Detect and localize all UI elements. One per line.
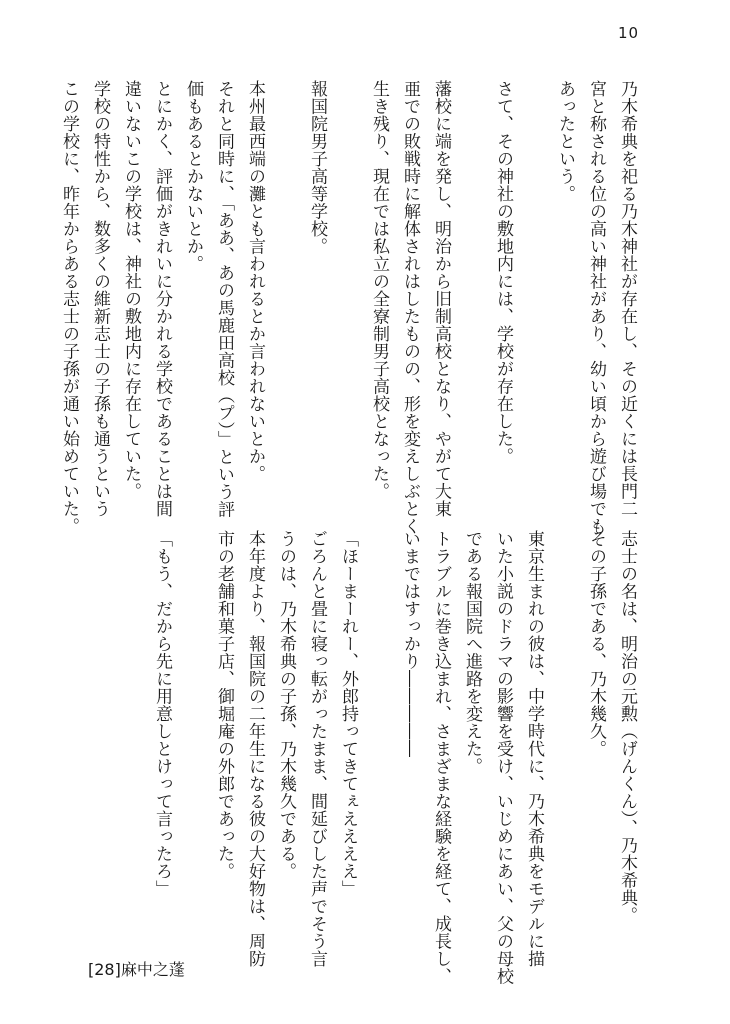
- bottom-text-block: [146, 530, 642, 985]
- text-line: 違いないこの学校は、神社の敷地内に存在していた。: [121, 80, 141, 500]
- footer-title: [28]麻中之蓬: [88, 960, 185, 979]
- paragraph-gap: [456, 80, 487, 480]
- text-line: とにかく、評価がきれいに分かれる学校であることは間: [152, 80, 172, 518]
- paragraph-gap: [363, 530, 394, 910]
- paragraph-gap: [270, 80, 301, 480]
- text-line: 東京生まれの彼は、中学時代に、乃木希典をモデルに描: [524, 530, 544, 968]
- top-text-block: [53, 80, 642, 535]
- paragraph-gap: [332, 80, 363, 480]
- text-line: あったという。: [555, 80, 575, 203]
- text-line: 乃木希典を祀る乃木神社が存在し、その近くには長門二: [617, 80, 637, 518]
- text-line: 亜での敗戦時に解体されはしたものの、形を変えしぶとく: [400, 80, 420, 535]
- page-number: 10: [618, 24, 640, 42]
- text-line: 本年度より、報国院の二年生になる彼の大好物は、周防: [245, 530, 265, 968]
- text-line: 価もあるとかないとか。: [183, 80, 203, 273]
- text-line: その子孫である、乃木幾久。: [586, 530, 606, 758]
- text-line: ごろんと畳に寝っ転がったまま、間延びした声でそう言: [307, 530, 327, 968]
- text-line: 本州最西端の灘とも言われるとか言われないとか。: [245, 80, 265, 483]
- text-line: さて、その神社の敷地内には、学校が存在した。: [493, 80, 513, 465]
- text-line: 志士の名は、明治の元勲（げんくん）、乃木希典。: [617, 530, 637, 924]
- text-line: 生き残り、現在では私立の全寮制男子高校となった。: [369, 80, 389, 500]
- text-line: それと同時に、「ああ、あの馬鹿田高校（プ）」という評: [214, 80, 234, 518]
- text-line: 「ほーまーれー、外郎持ってきてぇええええ」: [338, 530, 358, 898]
- text-line: 報国院男子高等学校。: [307, 80, 327, 255]
- paragraph-gap: [549, 530, 580, 910]
- paragraph-gap: [177, 530, 208, 910]
- text-line: いまではすっかり―――――: [400, 530, 420, 758]
- text-line: である報国院へ進路を変えた。: [462, 530, 482, 775]
- text-line: うのは、乃木希典の子孫、乃木幾久である。: [276, 530, 296, 880]
- text-line: 「もう、だから先に用意しとけって言ったろ」: [152, 530, 172, 898]
- text-line: この学校に、昨年からある志士の子孫が通い始めていた。: [59, 80, 79, 535]
- paragraph-gap: [518, 80, 549, 480]
- text-line: 宮と称される位の高い神社があり、幼い頃から遊び場でも: [586, 80, 606, 535]
- text-line: 市の老舗和菓子店、御堀庵の外郎であった。: [214, 530, 234, 880]
- text-line: 学校の特性から、数多くの維新志士の子孫も通うという: [90, 80, 110, 518]
- text-line: 藩校に端を発し、明治から旧制高校となり、やがて大東: [431, 80, 451, 518]
- text-line: いた小説のドラマの影響を受け、いじめにあい、父の母校: [493, 530, 513, 985]
- text-line: トラブルに巻き込まれ、さまざまな経験を経て、成長し、: [431, 530, 451, 985]
